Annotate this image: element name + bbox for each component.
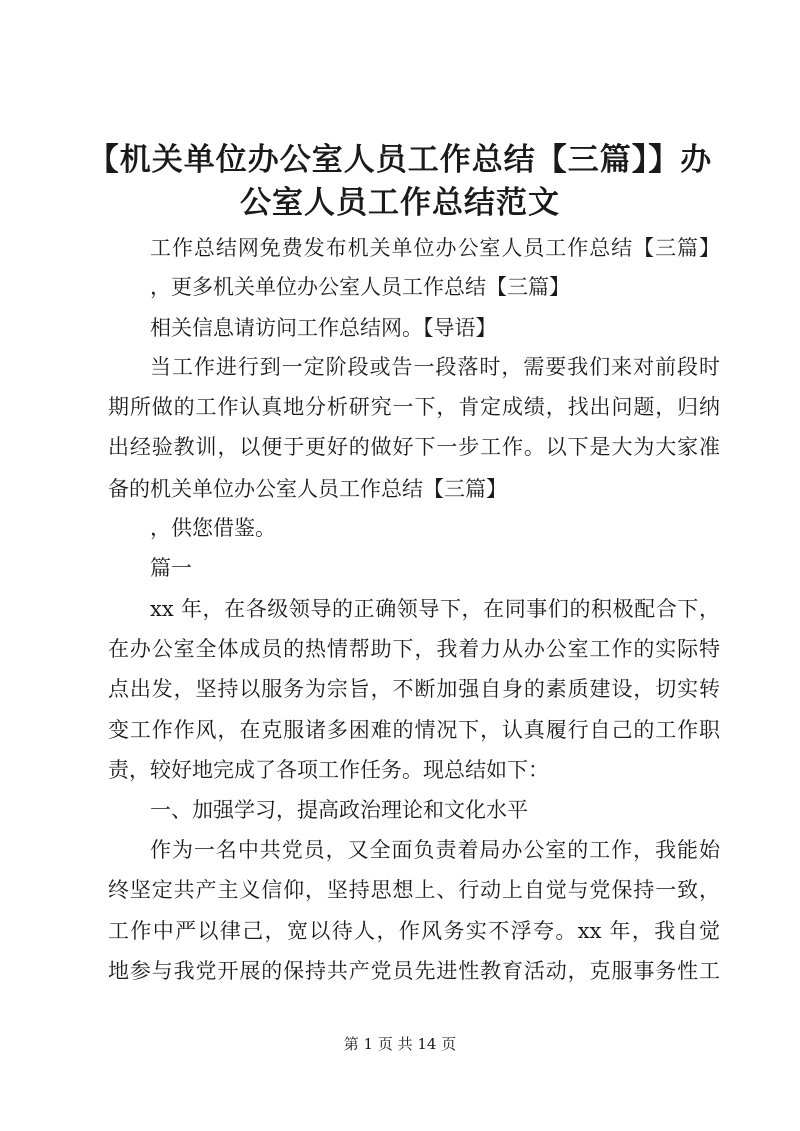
section-heading: 篇一: [150, 556, 192, 580]
body-line: 点出发，坚持以服务为宗旨，不断加强自身的素质建设，切实转: [108, 677, 720, 701]
subsection-heading: 一、加强学习，提高政治理论和文化水平: [150, 798, 528, 822]
page-number: 第 1 页 共 14 页: [343, 1035, 457, 1053]
body-line: 变工作作风，在克服诸多困难的情况下，认真履行自己的工作职: [108, 718, 720, 742]
body-line: ，更多机关单位办公室人员工作总结【三篇】: [150, 275, 570, 299]
body-line: 期所做的工作认真地分析研究一下，肯定成绩，找出问题，归纳: [108, 395, 720, 419]
body-line: 工作总结网免费发布机关单位办公室人员工作总结【三篇】: [150, 236, 720, 260]
body-line: 工作中严以律己，宽以待人，作风务实不浮夸。xx 年，我自觉: [108, 919, 720, 943]
body-line: ，供您借鉴。: [150, 516, 276, 540]
document-title-line-1: 【机关单位办公室人员工作总结【三篇】】办: [87, 142, 713, 178]
body-line: 终坚定共产主义信仰，坚持思想上、行动上自觉与党保持一致，: [108, 878, 720, 902]
body-line: 作为一名中共党员，又全面负责着局办公室的工作，我能始: [150, 838, 720, 862]
body-line: 地参与我党开展的保持共产党员先进性教育活动，克服事务性工: [108, 959, 720, 983]
body-line: 在办公室全体成员的热情帮助下，我着力从办公室工作的实际特: [108, 637, 720, 661]
body-line: xx 年，在各级领导的正确领导下，在同事们的积极配合下，: [150, 597, 720, 621]
body-line: 相关信息请访问工作总结网。【导语】: [150, 316, 497, 340]
document-title-line-2: 公室人员工作总结范文: [240, 185, 560, 221]
body-line: 当工作进行到一定阶段或告一段落时，需要我们来对前段时: [150, 355, 720, 379]
body-line: 责，较好地完成了各项工作任务。现总结如下：: [108, 758, 549, 782]
body-line: 备的机关单位办公室人员工作总结【三篇】: [108, 477, 507, 501]
body-line: 出经验教训，以便于更好的做好下一步工作。以下是大为大家准: [108, 435, 720, 459]
